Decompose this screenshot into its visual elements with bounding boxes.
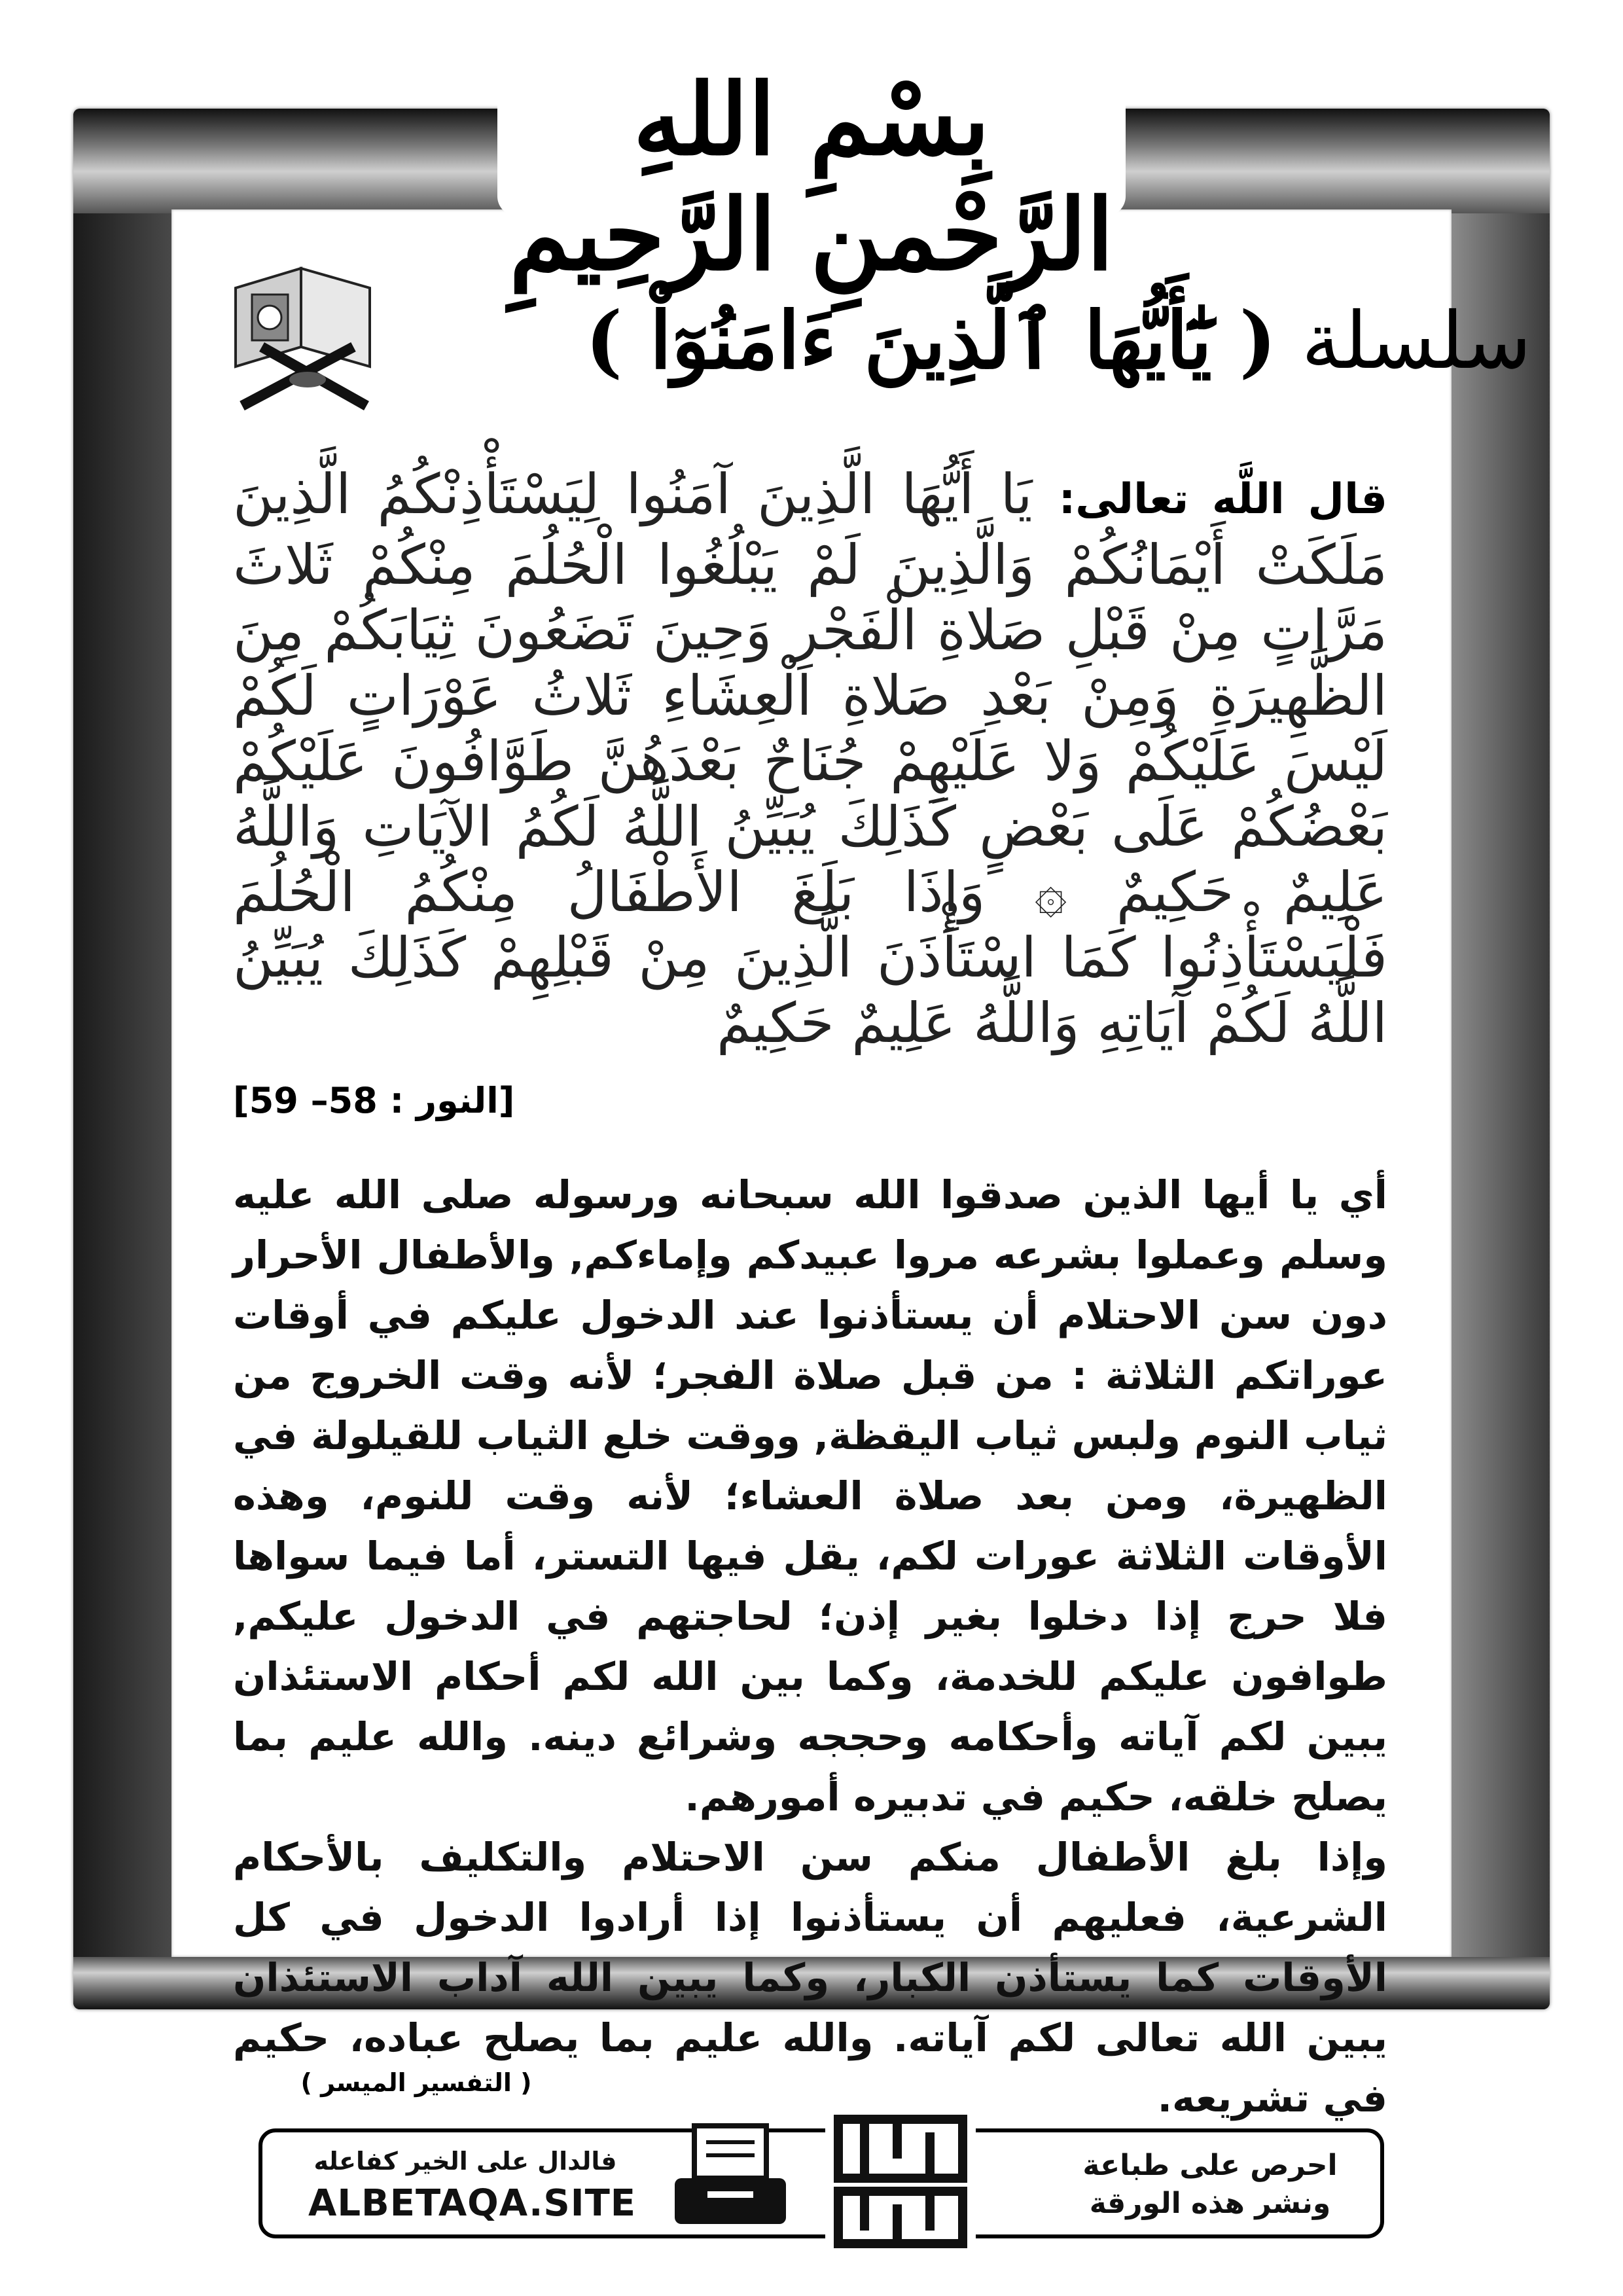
tafsir-source: ( التفسير الميسر ) (300, 2068, 532, 2097)
verse-text: يَا أَيُّهَا الَّذِينَ آمَنُوا لِيَسْتَأْذِنْكُمُ الَّذِينَ مَلَكَتْ أَيْمَانُكُمْ وَالَّذِينَ لَمْ يَبْلُغُوا الْحُلُمَ مِنْكُمْ ثَلاثَ مَرَّاتٍ مِنْ قَبْلِ صَلاةِ الْفَجْرِ وَحِينَ تَضَعُونَ ثِيَابَكُمْ مِنَ الظَّهِيرَةِ وَمِنْ بَعْدِ صَلاةِ الْعِشَاءِ ثَلاثُ عَوْرَاتٍ لَكُمْ لَيْسَ عَلَيْكُمْ وَلا عَلَيْهِمْ جُنَاحٌ بَعْدَهُنَّ طَوَّافُونَ عَلَيْكُمْ بَعْضُكُمْ عَلَى بَعْضٍ كَذَلِكَ يُبَيِّنُ اللَّهُ لَكُمُ الآيَاتِ وَاللَّهُ عَلِيمٌ حَكِيمٌ ۞ وَإِذَا بَلَغَ الأَطْفَالُ مِنْكُمُ الْحُلُمَ فَلْيَسْتَأْذِنُوا كَمَا اسْتَأْذَنَ الَّذِينَ مِنْ قَبْلِهِمْ كَذَلِكَ يُبَيِّنُ اللَّهُ لَكُمْ آيَاتِهِ وَاللَّهُ عَلِيمٌ حَكِيمٌ (233, 462, 1387, 1055)
kufic-logo-icon (825, 2106, 976, 2257)
site-link[interactable]: ALBETAQA.SITE (308, 2182, 637, 2225)
series-name: ( يَٰٓأَيُّهَا ٱلَّذِينَ ءَامَنُوٓاْ ) (585, 295, 1277, 387)
guide-text: فالدال على الخير كفاعله (313, 2147, 617, 2176)
series-label: سلسلة (1301, 296, 1531, 387)
printer-icon (668, 2119, 793, 2237)
print-reminder (1066, 2147, 1354, 2223)
site-block (308, 2147, 637, 2225)
series-title (585, 295, 1531, 387)
print-reminder-line-1: احرص على طباعة (1082, 2149, 1338, 2182)
logo-text: دعوة الورقة (901, 2254, 904, 2255)
footer-bar (259, 2128, 1384, 2255)
print-reminder-line-2: ونشر هذه الورقة (1089, 2187, 1331, 2220)
basmala-cartouche (497, 36, 1126, 293)
verse-reference: [النور : 58– 59] (233, 1080, 515, 1121)
quran-on-stand-icon (216, 249, 386, 419)
tafsir-text (233, 1165, 1387, 2128)
tafsir-paragraph-1: أي يا أيها الذين صدقوا الله سبحانه ورسوله صلى الله عليه وسلم وعملوا بشرعه مروا عبيدكم وإماءكم, والأطفال الأحرار دون سن الاحتلام أن يستأذنوا عند الدخول عليكم في أوقات عوراتكم الثلاثة : من قبل صلاة الفجر؛ لأنه وقت الخروج من ثياب النوم ولبس ثياب اليقظة, ووقت خلع الثياب للقيلولة في الظهيرة، ومن بعد صلاة العشاء؛ لأنه وقت للنوم، وهذه الأوقات الثلاثة عورات لكم، يقل فيها التستر، أما فيما سواها فلا حرج إذا دخلوا بغير إذن؛ لحاجتهم في الدخول عليكم, طوافون عليكم للخدمة، وكما بين الله لكم أحكام الاستئذان يبين لكم آياته وأحكامه وحججه وشرائع دينه. والله عليم بما يصلح خلقه، حكيم في تدبيره أمورهم. (233, 1172, 1387, 1820)
verse-lead: قال اللَّه تعالى: (1058, 475, 1388, 524)
tafsir-paragraph-2: وإذا بلغ الأطفال منكم سن الاحتلام والتكليف بالأحكام الشرعية، فعليهم أن يستأذنوا إذا أرادوا الدخول في كل الأوقات كما يستأذن الكبار، وكما يبين الله آداب الاستئذان يبين الله تعالى لكم آياته. والله عليم بما يصلح عباده، حكيم في تشريعه. (233, 1835, 1387, 2121)
quran-verse (233, 461, 1387, 1056)
basmala-calligraphy: بِسْمِ اللهِ الرَّحْمنِ الرَّحِيمِ (509, 62, 1114, 293)
